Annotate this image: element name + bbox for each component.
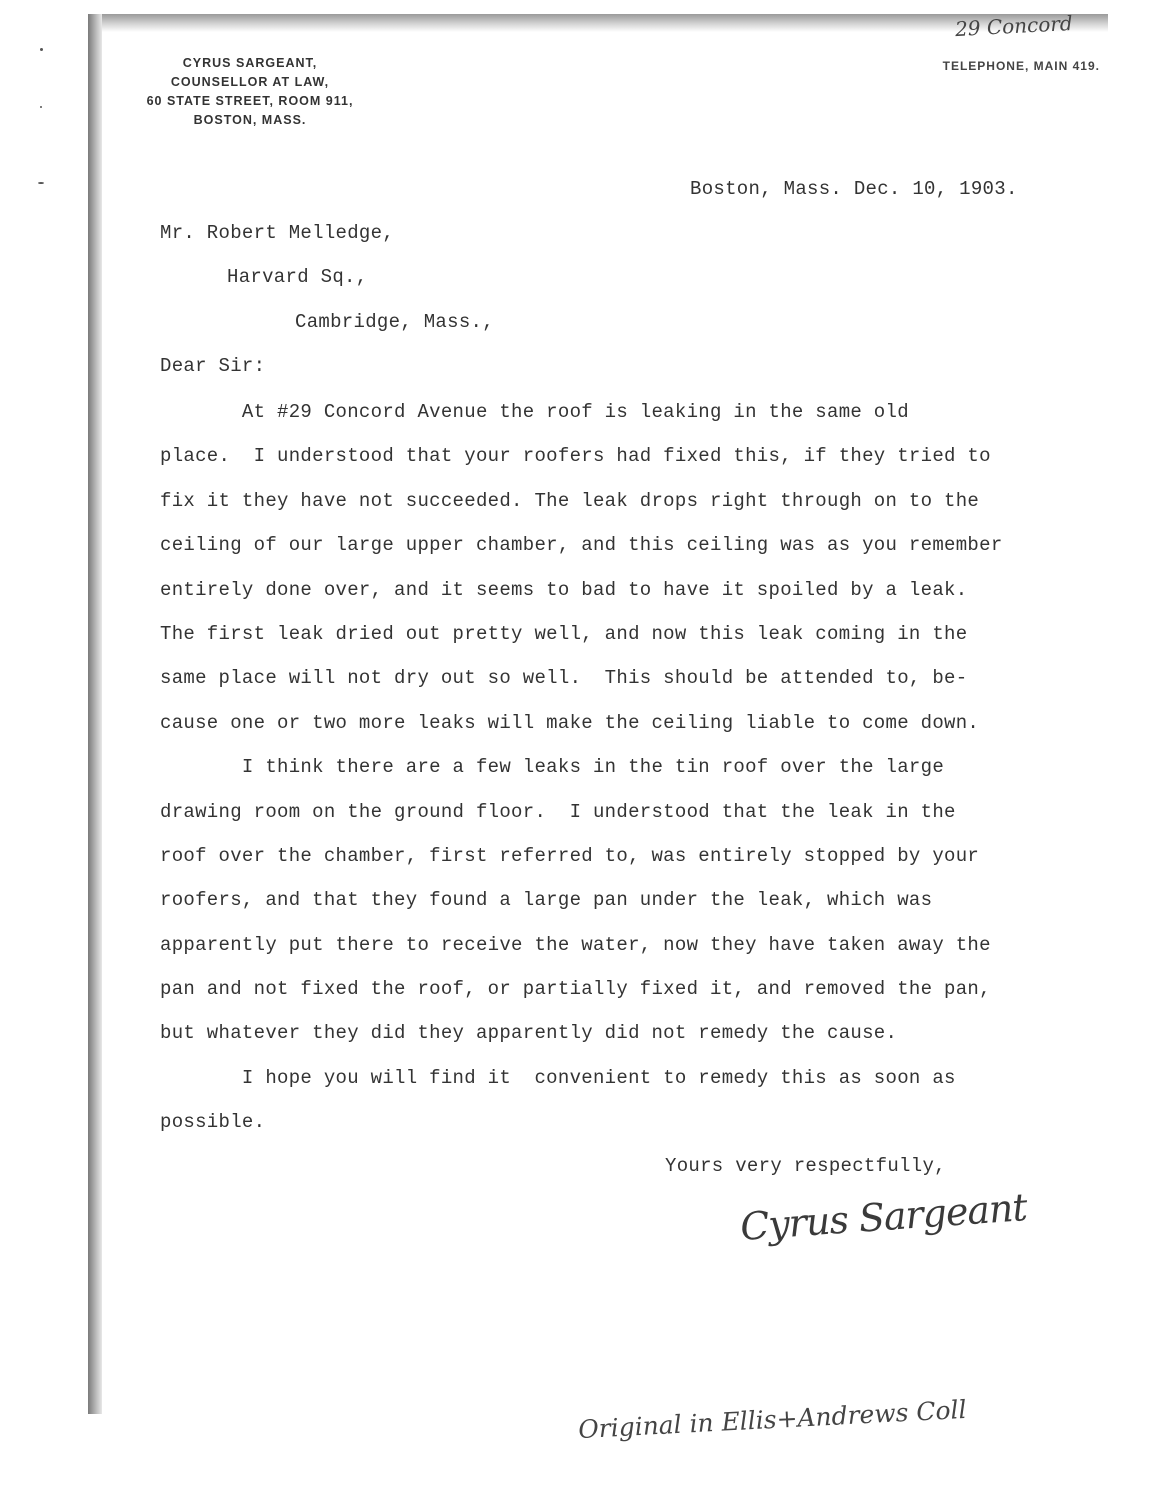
body-line: I hope you will find it convenient to remedy this as soon as [160, 1066, 956, 1089]
body-line: same place will not dry out so well. This should be attended to, be- [160, 667, 968, 690]
body-line: entirely done over, and it seems to bad to have it spoiled by a leak. [160, 578, 968, 601]
body-line: drawing room on the ground floor. I understood that the leak in the [160, 800, 956, 823]
body-line: but whatever they did they apparently did not remedy the cause. [160, 1022, 898, 1045]
letterhead-city: BOSTON, MASS. [193, 113, 307, 127]
speck [38, 182, 44, 184]
body-line: pan and not fixed the roof, or partially fixed it, and removed the pan, [160, 978, 991, 1001]
letterhead-title: COUNSELLOR AT LAW, [170, 75, 330, 89]
speck [40, 106, 42, 108]
closing: Yours very respectfully, [665, 1155, 946, 1177]
letterhead-address: 60 STATE STREET, ROOM 911, [146, 94, 354, 108]
recipient-name: Mr. Robert Melledge, [160, 222, 395, 244]
salutation: Dear Sir: [160, 355, 266, 377]
body-line: ceiling of our large upper chamber, and this ceiling was as you remember [160, 534, 1003, 557]
body-line: I think there are a few leaks in the tin roof over the large [160, 756, 945, 779]
body-line: At #29 Concord Avenue the roof is leaking in the same old [160, 401, 909, 423]
handwritten-annotation-top: 29 Concord [954, 10, 1074, 42]
speck [40, 48, 43, 51]
body-line: roofers, and that they found a large pan under the leak, which was [160, 889, 933, 912]
body-line: cause one or two more leaks will make the ceiling liable to come down. [160, 711, 980, 734]
body-line: fix it they have not succeeded. The leak drops right through on to the [160, 489, 980, 512]
body-line: roof over the chamber, first referred to, was entirely stopped by your [160, 844, 980, 867]
letterhead-name: CYRUS SARGEANT, [182, 56, 318, 70]
handwritten-annotation-bottom: Original in Ellis+Andrews Coll [577, 1394, 968, 1445]
body-line: place. I understood that your roofers had fixed this, if they tried to [160, 445, 991, 468]
body-line: apparently put there to receive the water, now they have taken away the [160, 933, 991, 956]
body-line: The first leak dried out pretty well, and now this leak coming in the [160, 622, 968, 645]
recipient-city: Cambridge, Mass., [295, 311, 494, 333]
dateline: Boston, Mass. Dec. 10, 1903. [690, 178, 1018, 200]
letter-body [160, 390, 1150, 1145]
signature: Cyrus Sargeant [738, 1185, 1029, 1249]
body-line: possible. [160, 1111, 266, 1134]
recipient-street: Harvard Sq., [227, 266, 368, 288]
letterhead [130, 54, 370, 130]
page-edge-left [88, 14, 102, 1414]
letterhead-telephone: TELEPHONE, MAIN 419. [942, 59, 1100, 73]
